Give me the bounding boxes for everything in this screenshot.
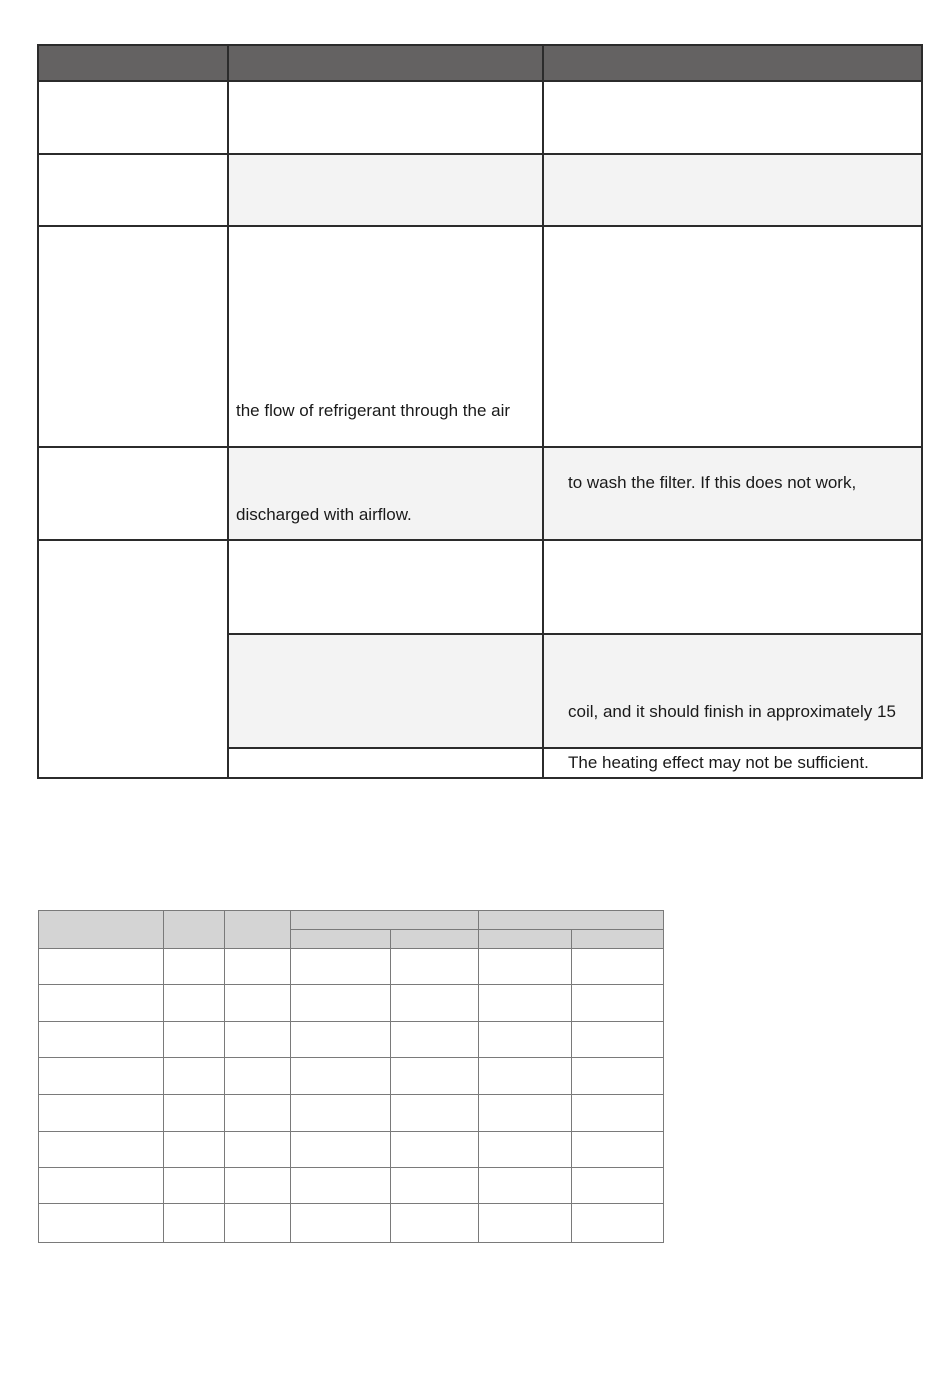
solution-text: to wash the filter. If this does not work,	[568, 473, 857, 492]
spec-cell	[291, 1058, 391, 1095]
cause-cell	[228, 81, 543, 154]
table-row	[39, 1204, 664, 1243]
spec-cell	[572, 1168, 664, 1204]
spec-cell	[479, 1095, 572, 1132]
spec-subheader-cell	[291, 930, 391, 949]
spec-cell	[164, 1058, 225, 1095]
spec-cell	[391, 1095, 479, 1132]
spec-cell	[291, 949, 391, 985]
spec-cell	[479, 1204, 572, 1243]
solution-text: coil, and it should finish in approximately 15	[568, 702, 896, 721]
spec-cell	[39, 949, 164, 985]
spec-header-cell	[225, 911, 291, 949]
table-row	[38, 154, 922, 226]
table-row	[39, 985, 664, 1022]
spec-cell	[225, 1168, 291, 1204]
spec-cell	[391, 1022, 479, 1058]
spec-cell	[39, 1058, 164, 1095]
spec-cell	[291, 1132, 391, 1168]
spec-cell	[39, 1168, 164, 1204]
spec-cell	[572, 1022, 664, 1058]
spec-cell	[164, 1168, 225, 1204]
solution-cell	[543, 81, 922, 154]
spec-cell	[164, 1022, 225, 1058]
spec-cell	[225, 985, 291, 1022]
spec-cell	[164, 1204, 225, 1243]
spec-cell	[291, 1022, 391, 1058]
problem-cell	[38, 154, 228, 226]
troubleshooting-table	[37, 44, 923, 779]
header-cause-cell	[228, 45, 543, 81]
spec-cell	[39, 1204, 164, 1243]
spec-header-group-cell	[479, 911, 664, 930]
solution-cell	[543, 154, 922, 226]
table-row	[39, 1132, 664, 1168]
table-row	[38, 447, 922, 540]
spec-cell	[572, 1132, 664, 1168]
cause-cell	[228, 634, 543, 748]
table-row	[38, 81, 922, 154]
spec-cell	[479, 1168, 572, 1204]
spec-cell	[291, 1095, 391, 1132]
cause-cell	[228, 540, 543, 634]
spec-cell	[164, 985, 225, 1022]
spec-cell	[225, 1095, 291, 1132]
spec-cell	[164, 949, 225, 985]
spec-header-cell	[164, 911, 225, 949]
cause-cell	[228, 447, 543, 540]
solution-cell	[543, 748, 922, 778]
table-row	[39, 1058, 664, 1095]
spec-cell	[572, 949, 664, 985]
spec-header-row	[39, 911, 664, 930]
solution-text: The heating effect may not be sufficient.	[568, 753, 869, 772]
spec-cell	[39, 1022, 164, 1058]
header-problem-cell	[38, 45, 228, 81]
troubleshooting-header-row	[38, 45, 922, 81]
spec-cell	[391, 985, 479, 1022]
spec-cell	[391, 949, 479, 985]
spec-cell	[479, 949, 572, 985]
spec-cell	[572, 1095, 664, 1132]
table-row	[39, 949, 664, 985]
table-row	[39, 1022, 664, 1058]
spec-cell	[39, 1132, 164, 1168]
spec-cell	[479, 1022, 572, 1058]
cause-cell	[228, 748, 543, 778]
spec-cell	[391, 1168, 479, 1204]
problem-cell	[38, 226, 228, 447]
table-row	[39, 1095, 664, 1132]
problem-cell	[38, 447, 228, 540]
spec-cell	[164, 1132, 225, 1168]
spec-cell	[291, 985, 391, 1022]
spec-cell	[391, 1132, 479, 1168]
spec-header-group-cell	[291, 911, 479, 930]
table-row	[38, 226, 922, 447]
cause-cell	[228, 154, 543, 226]
spec-subheader-cell	[479, 930, 572, 949]
spec-subheader-cell	[391, 930, 479, 949]
spec-cell	[225, 1204, 291, 1243]
spec-header-cell	[39, 911, 164, 949]
spec-cell	[391, 1058, 479, 1095]
spec-cell	[164, 1095, 225, 1132]
solution-cell	[543, 634, 922, 748]
cause-text: the flow of refrigerant through the air	[236, 401, 511, 420]
spec-cell	[39, 1095, 164, 1132]
spec-cell	[291, 1168, 391, 1204]
spec-cell	[291, 1204, 391, 1243]
spec-subheader-cell	[572, 930, 664, 949]
solution-cell	[543, 540, 922, 634]
spec-cell	[225, 1132, 291, 1168]
solution-cell	[543, 447, 922, 540]
spec-cell	[225, 1022, 291, 1058]
specification-table	[38, 910, 664, 1243]
problem-cell	[38, 540, 228, 778]
spec-cell	[225, 1058, 291, 1095]
spec-cell	[225, 949, 291, 985]
table-row	[39, 1168, 664, 1204]
spec-cell	[572, 985, 664, 1022]
spec-cell	[479, 1132, 572, 1168]
spec-cell	[572, 1058, 664, 1095]
cause-text: discharged with airflow.	[236, 505, 412, 524]
spec-cell	[479, 1058, 572, 1095]
solution-cell	[543, 226, 922, 447]
table-row	[38, 540, 922, 634]
header-solution-cell	[543, 45, 922, 81]
problem-cell	[38, 81, 228, 154]
spec-cell	[391, 1204, 479, 1243]
spec-cell	[479, 985, 572, 1022]
spec-cell	[572, 1204, 664, 1243]
spec-cell	[39, 985, 164, 1022]
cause-cell	[228, 226, 543, 447]
